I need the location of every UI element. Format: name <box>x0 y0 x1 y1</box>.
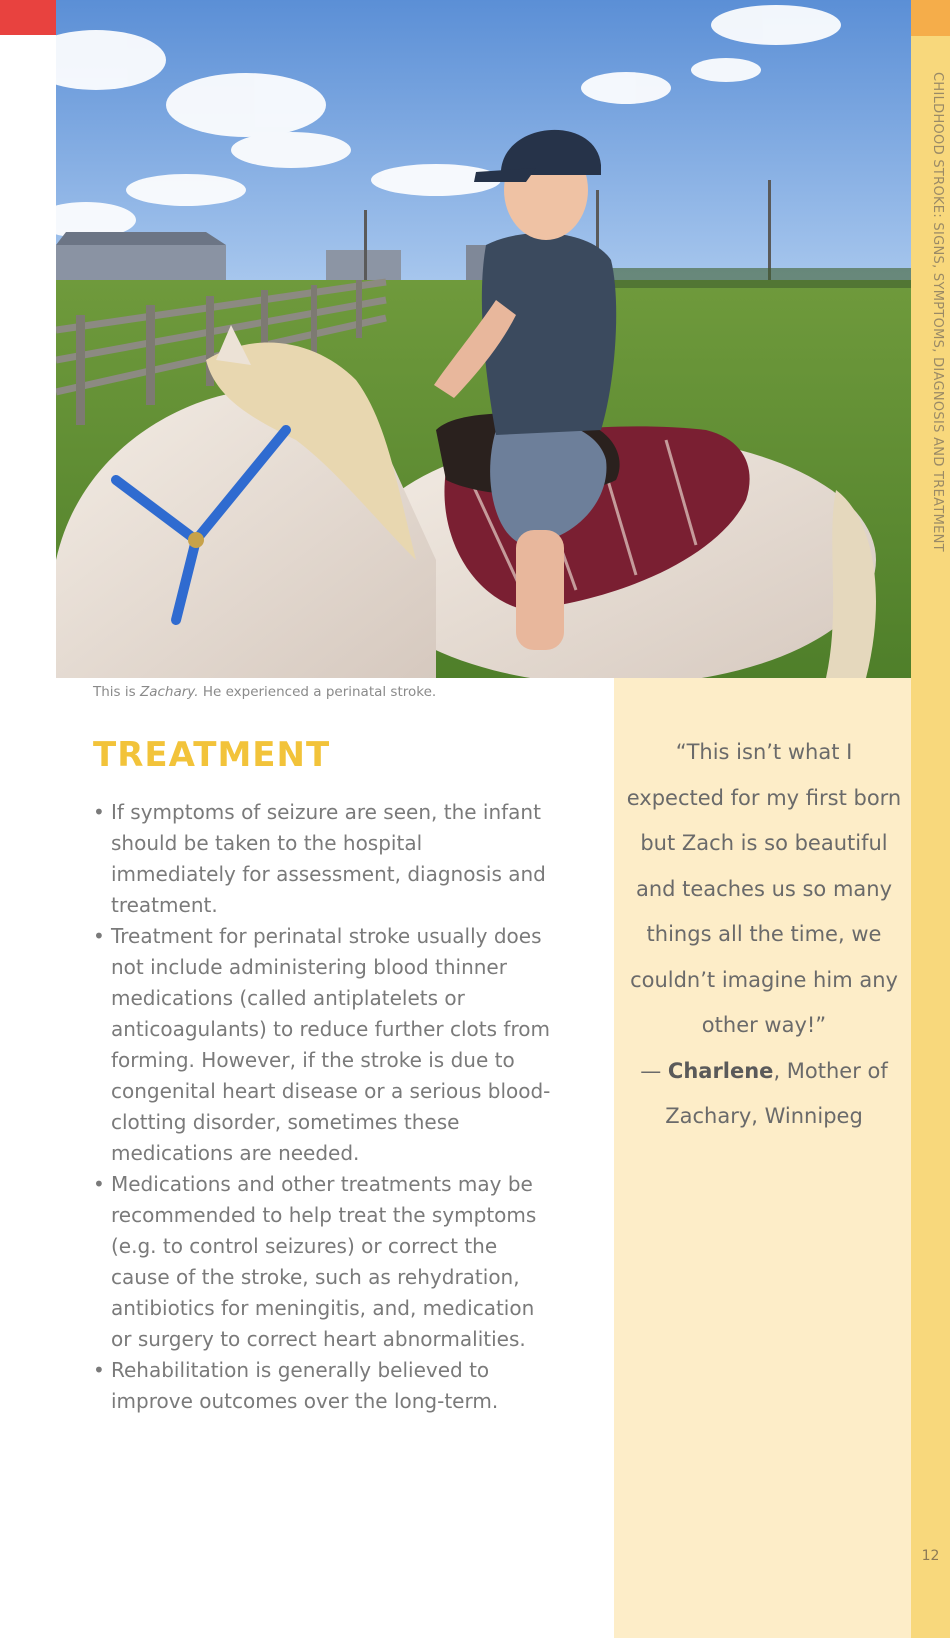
bullet-item: • Rehabilitation is generally believed to improve outcomes over the long-term. <box>93 1355 553 1417</box>
bullet-item: • If symptoms of seizure are seen, the infant should be taken to the hospital immediately for assessment, diagnosis and treatment. <box>93 797 553 921</box>
bullet-item: • Medications and other treatments may be recommended to help treat the symptoms (e.g. to control seizures) or correct the cause of the stroke, such as rehydration, antibiotics for meningitis, and, medication or surgery to correct heart abnormalities. <box>93 1169 553 1355</box>
section-heading: TREATMENT <box>93 735 331 775</box>
quote-author: Charlene <box>667 1058 774 1083</box>
treatment-bullet-list <box>93 797 553 1417</box>
red-corner-tab <box>0 0 56 35</box>
pull-quote <box>626 730 902 1140</box>
photo-caption <box>93 684 436 700</box>
caption-prefix: This is <box>93 684 140 700</box>
quote-dash: — <box>640 1058 668 1083</box>
photo-boy-on-pony <box>56 0 911 678</box>
quote-text: “This isn’t what I expected for my first born but Zach is so beautiful and teaches us so many things all the time, we couldn’t imagine him any other way!” <box>626 740 902 1037</box>
side-running-title: CHILDHOOD STROKE: SIGNS, SYMPTOMS, DIAGNOSIS AND TREATMENT <box>930 72 945 552</box>
quote-attribution: , Mother of Zachary, Winnipeg <box>665 1058 888 1128</box>
side-strip-accent <box>911 0 950 36</box>
caption-name: Zachary. <box>139 684 199 700</box>
bullet-item: • Treatment for perinatal stroke usually does not include administering blood thinner medications (called antiplatelets or anticoagulants) to reduce further clots from forming. However, if the stroke is due to congenital heart disease or a serious blood-clotting disorder, sometimes these medications are needed. <box>93 921 553 1169</box>
page-number: 12 <box>921 1548 940 1564</box>
caption-suffix: He experienced a perinatal stroke. <box>198 684 437 700</box>
